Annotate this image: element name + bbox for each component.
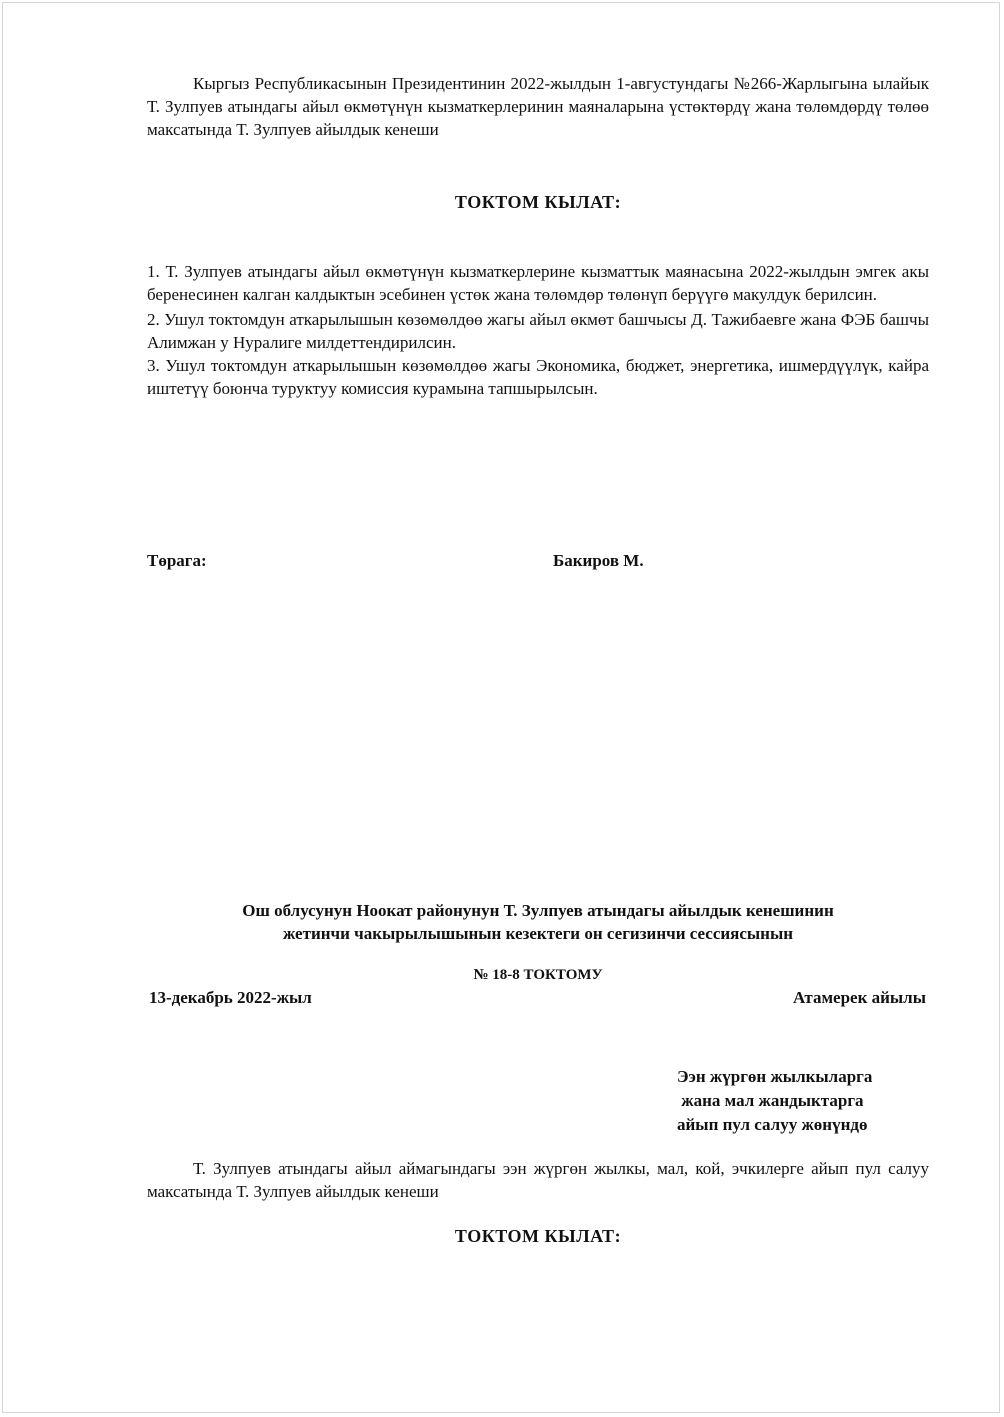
doc2-preamble: Т. Зулпуев атындагы айыл аймагындагы ээн жүргөн жылкы, мал, кой, эчкилерге айып пул салуу максатында Т. Зулпуев айылдык кенеши [147,1159,929,1201]
doc2-subject-line3: айып пул салуу жөнүндө [677,1115,868,1134]
doc1-signature-label: Төрага: [147,551,207,570]
doc2-decree-heading: ТОКТОМ КЫЛАТ: [454,1226,622,1246]
doc2-subject [677,1065,872,1137]
doc1-items [147,260,929,400]
doc2-header-line1: Ош облусунун Ноокат районунун Т. Зулпуев атындагы айылдык кенешинин [242,901,834,920]
doc1-preamble-block [147,72,929,141]
doc1-decree-heading: ТОКТОМ КЫЛАТ: [454,192,622,212]
doc2-preamble-block [147,1157,929,1203]
doc1-signature-name: Бакиров М. [553,551,644,570]
doc2-subject-line2: жана мал жандыктарга [677,1091,864,1110]
doc1-item-1: 1. Т. Зулпуев атындагы айыл өкмөтүнүн кызматкерлерине кызматтык маянасына 2022-жылдын эмгек акы беренесинен калган калдыктын эсебинен үстөк жана төлөмдөр төлөнүп берүүгө макулдук берилсин. [147,262,929,304]
doc2-header-line2: жетинчи чакырылышынын кезектеги он сегизинчи сессиясынын [282,924,794,943]
doc2-place: Атамерек айылы [792,988,926,1007]
doc1-item-2: 2. Ушул токтомдун аткарылышын көзөмөлдөө жагы айыл өкмөт башчысы Д. Тажибаевге жана ФЭБ башчы Алимжан у Нуралиге милдеттендирилсин. [147,310,929,352]
doc2-subject-line1: Ээн жүргөн жылкыларга [677,1067,873,1086]
doc2-date: 13-декабрь 2022-жыл [149,988,312,1007]
doc1-item-3: 3. Ушул токтомдун аткарылышын көзөмөлдөө жагы Экономика, бюджет, энергетика, ишмердүүлүк, кайра иштетүү боюнча туруктуу комиссия курамына тапшырылсын. [147,356,929,398]
doc2-header [147,899,929,945]
doc1-preamble: Кыргыз Республикасынын Президентинин 2022-жылдын 1-августундагы №266-Жарлыгына ылайык Т. Зулпуев атындагы айыл өкмөтүнүн кызматкерлеринин маяналарына үстөктөрдү жана төлөмдөрдү төлөө максатында Т. Зулпуев айылдык кенеши [147,74,929,139]
doc2-decree-number: № 18-8 ТОКТОМУ [473,967,603,983]
